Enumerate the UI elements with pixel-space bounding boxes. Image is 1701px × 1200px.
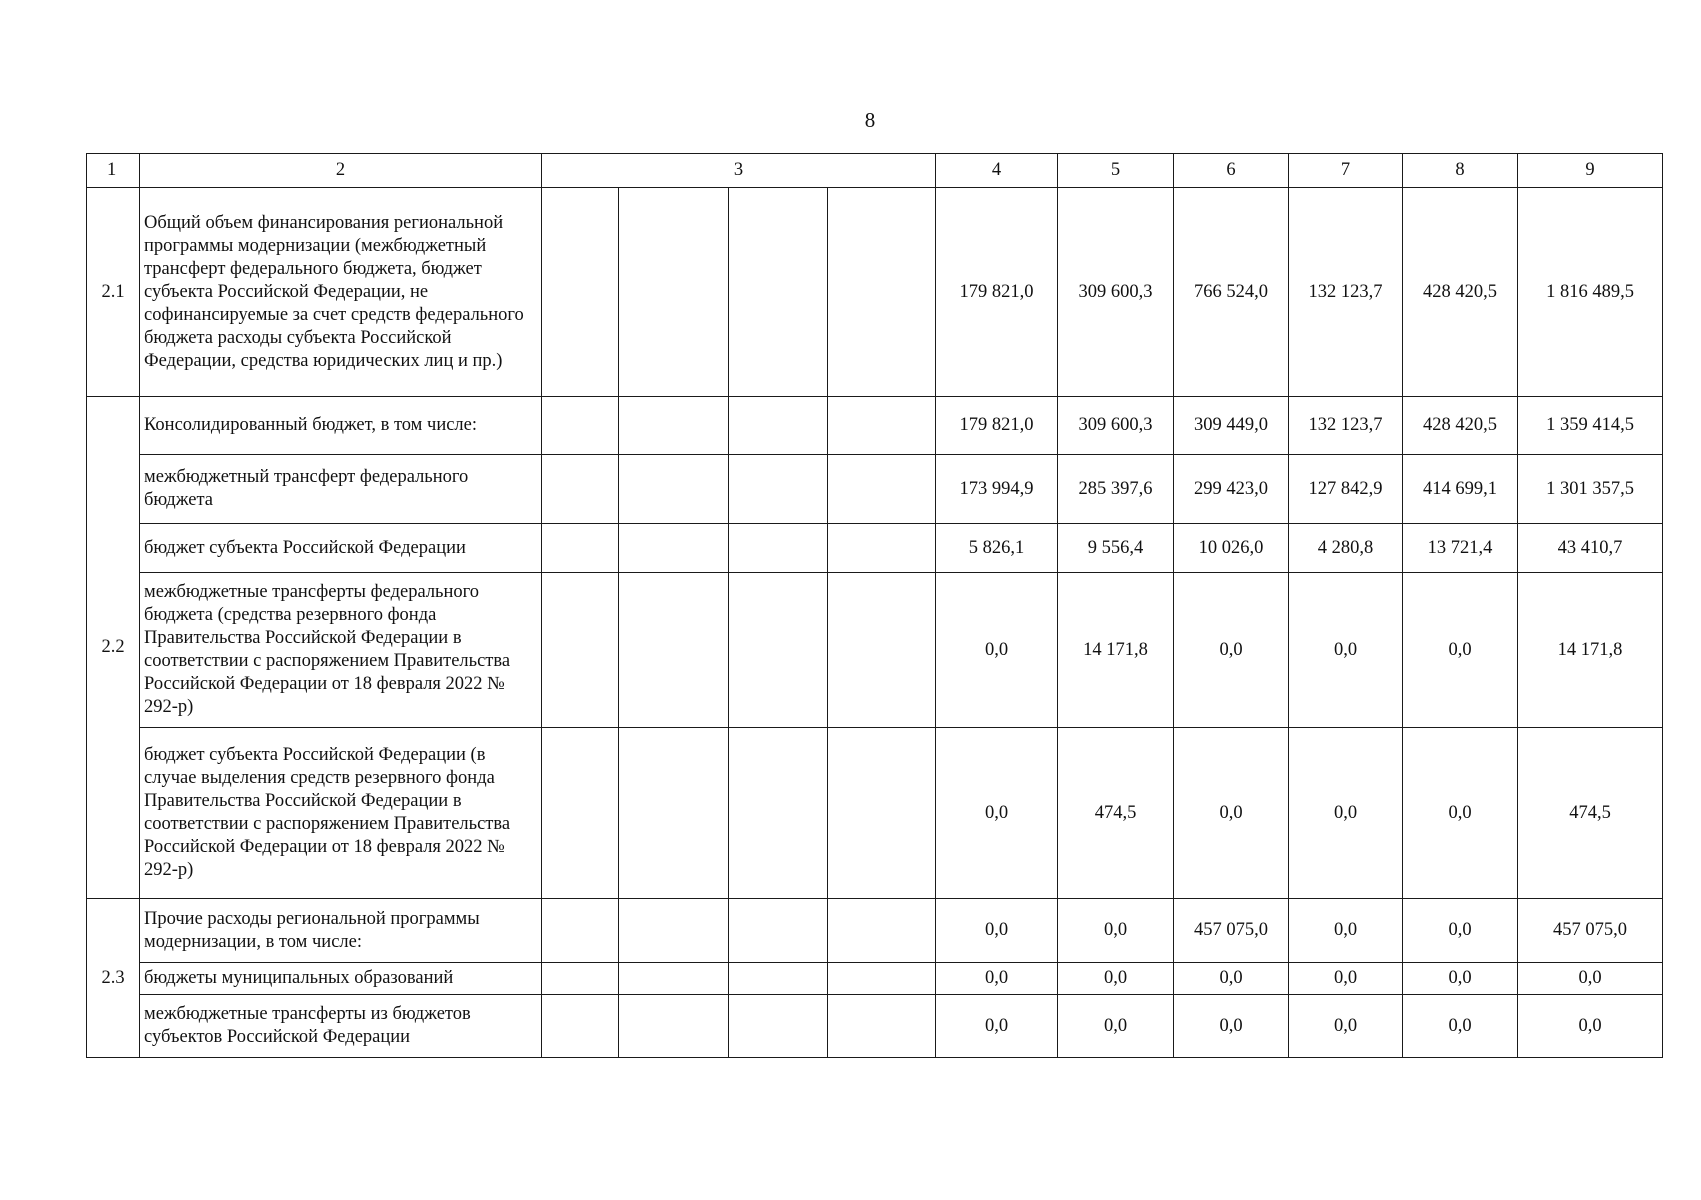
value-cell: 0,0 (1518, 963, 1663, 995)
value-cell: 0,0 (1289, 995, 1403, 1058)
empty-cell (729, 963, 828, 995)
value-cell: 9 556,4 (1058, 524, 1174, 573)
value-cell: 428 420,5 (1403, 188, 1518, 397)
value-cell: 309 600,3 (1058, 188, 1174, 397)
value-cell: 0,0 (1518, 995, 1663, 1058)
row-description: межбюджетные трансферты из бюджетов субъектов Российской Федерации (140, 995, 542, 1058)
table-row (87, 995, 1663, 1058)
value-cell: 179 821,0 (936, 397, 1058, 455)
value-cell: 299 423,0 (1174, 455, 1289, 524)
value-cell: 132 123,7 (1289, 397, 1403, 455)
empty-cell (828, 455, 936, 524)
empty-cell (729, 524, 828, 573)
table-row (87, 573, 1663, 728)
header-cell: 6 (1174, 154, 1289, 188)
value-cell: 0,0 (1403, 995, 1518, 1058)
empty-cell (729, 188, 828, 397)
header-row (87, 154, 1663, 188)
value-cell: 0,0 (1403, 728, 1518, 899)
empty-cell (619, 455, 729, 524)
page-number: 8 (864, 108, 876, 132)
empty-cell (729, 397, 828, 455)
header-cell: 2 (140, 154, 542, 188)
value-cell: 0,0 (1289, 728, 1403, 899)
value-cell: 0,0 (1058, 899, 1174, 963)
value-cell: 0,0 (936, 573, 1058, 728)
table-row (87, 397, 1663, 455)
row-description: бюджет субъекта Российской Федерации (140, 524, 542, 573)
value-cell: 1 816 489,5 (1518, 188, 1663, 397)
value-cell: 0,0 (1058, 995, 1174, 1058)
empty-cell (828, 963, 936, 995)
header-cell: 3 (542, 154, 936, 188)
empty-cell (619, 995, 729, 1058)
value-cell: 0,0 (936, 995, 1058, 1058)
empty-cell (729, 995, 828, 1058)
empty-cell (542, 573, 619, 728)
empty-cell (542, 455, 619, 524)
value-cell: 0,0 (936, 963, 1058, 995)
value-cell: 0,0 (936, 728, 1058, 899)
value-cell: 127 842,9 (1289, 455, 1403, 524)
empty-cell (619, 397, 729, 455)
value-cell: 0,0 (1403, 899, 1518, 963)
row-description: межбюджетный трансферт федерального бюджета (140, 455, 542, 524)
empty-cell (619, 899, 729, 963)
value-cell: 4 280,8 (1289, 524, 1403, 573)
empty-cell (619, 524, 729, 573)
empty-cell (619, 188, 729, 397)
value-cell: 0,0 (1289, 963, 1403, 995)
value-cell: 132 123,7 (1289, 188, 1403, 397)
table-row (87, 188, 1663, 397)
value-cell: 43 410,7 (1518, 524, 1663, 573)
value-cell: 457 075,0 (1174, 899, 1289, 963)
value-cell: 309 449,0 (1174, 397, 1289, 455)
empty-cell (828, 397, 936, 455)
value-cell: 474,5 (1058, 728, 1174, 899)
value-cell: 173 994,9 (936, 455, 1058, 524)
table-row (87, 728, 1663, 899)
table-row (87, 963, 1663, 995)
financing-table (86, 153, 1663, 1058)
empty-cell (828, 728, 936, 899)
value-cell: 14 171,8 (1518, 573, 1663, 728)
value-cell: 5 826,1 (936, 524, 1058, 573)
value-cell: 766 524,0 (1174, 188, 1289, 397)
value-cell: 0,0 (1174, 728, 1289, 899)
table-row (87, 524, 1663, 573)
row-index: 2.2 (87, 397, 140, 899)
value-cell: 428 420,5 (1403, 397, 1518, 455)
empty-cell (542, 397, 619, 455)
header-cell: 5 (1058, 154, 1174, 188)
value-cell: 414 699,1 (1403, 455, 1518, 524)
empty-cell (729, 728, 828, 899)
empty-cell (828, 899, 936, 963)
empty-cell (828, 995, 936, 1058)
empty-cell (542, 188, 619, 397)
value-cell: 1 359 414,5 (1518, 397, 1663, 455)
value-cell: 285 397,6 (1058, 455, 1174, 524)
value-cell: 0,0 (1058, 963, 1174, 995)
table-row (87, 899, 1663, 963)
value-cell: 0,0 (1174, 963, 1289, 995)
row-description: бюджеты муниципальных образований (140, 963, 542, 995)
row-description: межбюджетные трансферты федерального бюджета (средства резервного фонда Правительства Российской Федерации в соответствии с распоряжением Правительства Российской Федерации от 18 февраля 2022 № 292-р) (140, 573, 542, 728)
value-cell: 0,0 (1289, 899, 1403, 963)
empty-cell (828, 573, 936, 728)
value-cell: 10 026,0 (1174, 524, 1289, 573)
empty-cell (729, 899, 828, 963)
empty-cell (828, 188, 936, 397)
value-cell: 0,0 (936, 899, 1058, 963)
empty-cell (729, 455, 828, 524)
empty-cell (542, 963, 619, 995)
header-cell: 4 (936, 154, 1058, 188)
row-description: бюджет субъекта Российской Федерации (в случае выделения средств резервного фонда Правительства Российской Федерации в соответствии с распоряжением Правительства Российской Федерации от 18 февраля 2022 № 292-р) (140, 728, 542, 899)
value-cell: 457 075,0 (1518, 899, 1663, 963)
value-cell: 0,0 (1403, 963, 1518, 995)
empty-cell (542, 524, 619, 573)
value-cell: 0,0 (1174, 573, 1289, 728)
header-cell: 7 (1289, 154, 1403, 188)
value-cell: 1 301 357,5 (1518, 455, 1663, 524)
header-cell: 1 (87, 154, 140, 188)
empty-cell (542, 995, 619, 1058)
empty-cell (619, 573, 729, 728)
value-cell: 474,5 (1518, 728, 1663, 899)
empty-cell (828, 524, 936, 573)
row-index: 2.3 (87, 899, 140, 1058)
row-description: Общий объем финансирования региональной программы модернизации (межбюджетный трансферт федерального бюджета, бюджет субъекта Российской Федерации, не софинансируемые за счет средств федерального бюджета расходы субъекта Российской Федерации, средства юридических лиц и пр.) (140, 188, 542, 397)
value-cell: 0,0 (1289, 573, 1403, 728)
empty-cell (619, 963, 729, 995)
row-index: 2.1 (87, 188, 140, 397)
table-row (87, 455, 1663, 524)
header-cell: 8 (1403, 154, 1518, 188)
value-cell: 14 171,8 (1058, 573, 1174, 728)
value-cell: 309 600,3 (1058, 397, 1174, 455)
empty-cell (619, 728, 729, 899)
header-cell: 9 (1518, 154, 1663, 188)
value-cell: 0,0 (1174, 995, 1289, 1058)
value-cell: 0,0 (1403, 573, 1518, 728)
value-cell: 13 721,4 (1403, 524, 1518, 573)
empty-cell (542, 728, 619, 899)
row-description: Прочие расходы региональной программы модернизации, в том числе: (140, 899, 542, 963)
value-cell: 179 821,0 (936, 188, 1058, 397)
row-description: Консолидированный бюджет, в том числе: (140, 397, 542, 455)
empty-cell (729, 573, 828, 728)
empty-cell (542, 899, 619, 963)
